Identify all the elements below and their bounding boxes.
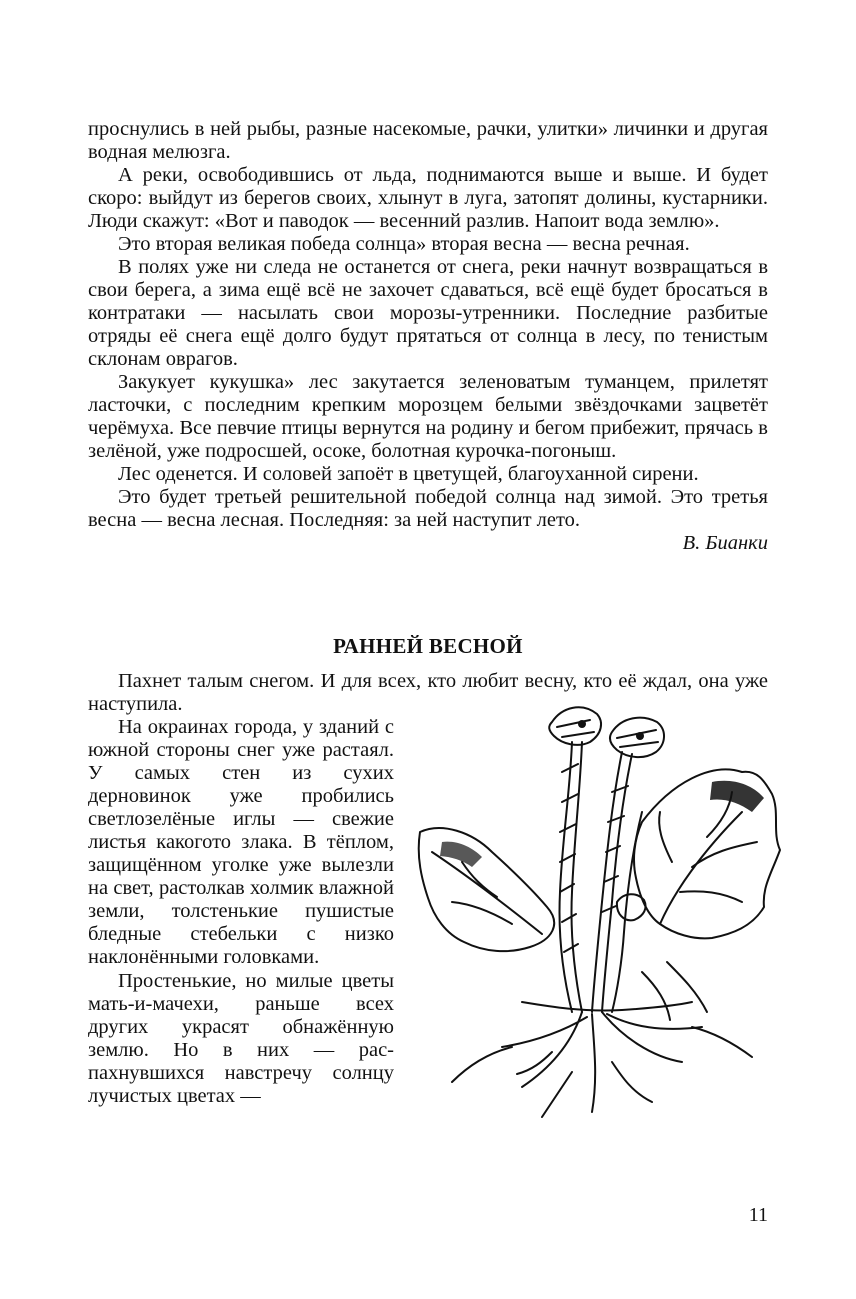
coltsfoot-illustration <box>412 702 788 1132</box>
paragraph-6: Лес оденется. И соловей запоёт в цветущей, благоуханной сирени. <box>118 463 699 485</box>
paragraph-1: проснулись в ней рыбы, разные насекомые, рачки, улитки» личинки и другая водная мелюзга. <box>88 118 768 163</box>
column-paragraph-1: На окраинах города, у зданий с южной стороны снег уже растаял. У самых стен из сухих дерновинок уже пробились светлозелёные иглы — свежие листья какогото злака. В тёплом, защищённом уголке уже вылезли на свет, растолкав холмик влажной земли, толстенькие пушистые бледные стебельки с низко наклонёнными головками. <box>88 716 394 968</box>
story-column <box>88 716 394 1108</box>
paragraph-4: В полях уже ни следа не останется от снега, реки начнут возвращаться в свои берега, а зима ещё всё не захочет сдаваться, всё ещё будет бросаться в контратаки — насылать свои морозы-утренники. Последние разбитые отряды её снега ещё долго будут прятаться от солнца в лесу, по тенистым склонам оврагов. <box>88 256 768 370</box>
roots <box>502 1012 702 1112</box>
page-number: 11 <box>748 1204 768 1226</box>
top-text-block <box>88 118 768 555</box>
paragraph-3: Это вторая великая победа солнца» вторая весна — весна речная. <box>118 233 690 255</box>
flower-head-3 <box>617 894 646 920</box>
story-title: РАННЕЙ ВЕСНОЙ <box>333 634 523 658</box>
paragraph-7: Это будет третьей решительной победой солнца над зимой. Это третья весна — весна лесная. Последняя: за ней наступит лето. <box>88 486 768 531</box>
story-intro: Пахнет талым снегом. И для всех, кто любит весну, кто её ждал, она уже наступила. <box>88 670 768 715</box>
paragraph-5: Закукует кукушка» лес закутается зеленоватым туманцем, прилетят ласточки, с последним крепким морозцем белыми звёздочками зацветёт черёмуха. Все певчие птицы вернутся на родину и бегом прибежит, прячась в зелёной, уже подросшей, осоке, болотная курочка-погоныш. <box>88 371 768 462</box>
paragraph-2: А реки, освободившись от льда, поднимаются выше и выше. И будет скоро: выйдут из берегов своих, хлынут в луга, затопят долины, кустарники. Люди скажут: «Вот и паводок — весенний разлив. Напоит вода землю». <box>88 164 768 232</box>
stem-left <box>560 742 573 1012</box>
column-paragraph-2: Простенькие, но милые цветы мать-и-мачехи, раньше всех других украсят обнажённую землю. Но в них — распахнувшихся навстречу солнцу лучистых цветах — <box>88 970 394 1107</box>
author-signature: В. Бианки <box>682 532 768 554</box>
